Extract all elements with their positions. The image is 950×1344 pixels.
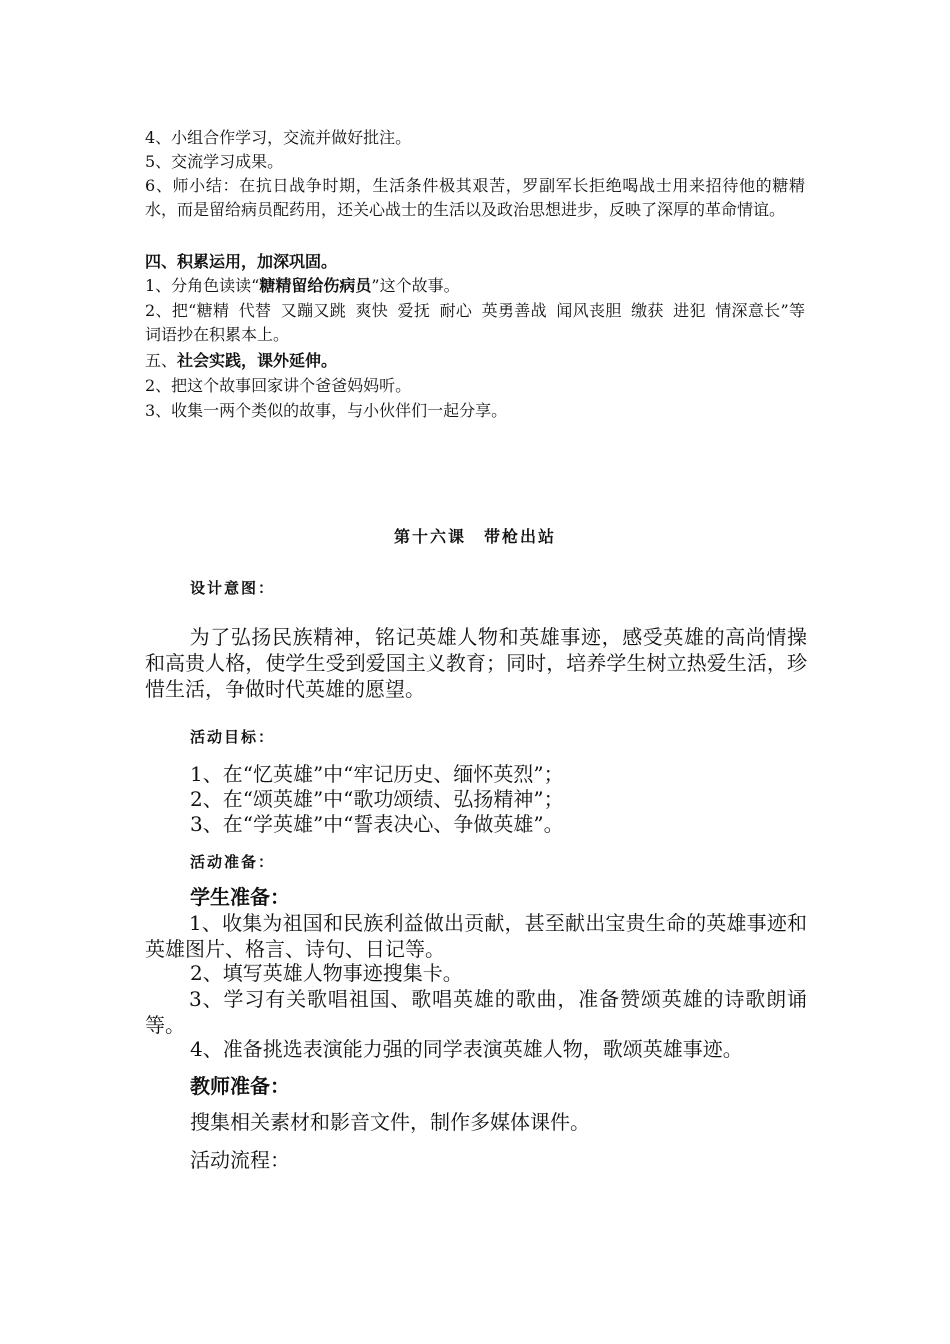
design-intent-text [145, 624, 807, 702]
student-prep-3-text: 3、学习有关歌唱祖国、歌唱英雄的歌曲，准备赞颂英雄的诗歌朗诵等。 [145, 987, 807, 1037]
design-intent-body: 为了弘扬民族精神，铭记英雄人物和英雄事迹，感受英雄的高尚情操和高贵人格，使学生受到爱国主义教育；同时，培养学生树立热爱生活，珍惜生活，争做时代英雄的愿望。 [145, 625, 807, 701]
design-intent-label: 设计意图： [190, 579, 276, 597]
step-5: 5、交流学习成果。 [145, 152, 284, 171]
student-prep-1-text: 1、收集为祖国和民族利益做出贡献，甚至献出宝贵生命的英雄事迹和英雄图片、格言、诗句、日记等。 [145, 911, 807, 961]
student-prep-label: 学生准备： [190, 885, 290, 909]
section-4-item-2: 2、把“糖精 代替 又蹦又跳 爽快 爱抚 耐心 英勇善战 闻风丧胆 缴获 进犯 情深意长”等词语抄在积累本上。 [145, 301, 805, 344]
step-6-summary: 6、师小结：在抗日战争时期，生活条件极其艰苦，罗副军长拒绝喝战士用来招待他的糖精水，而是留给病员配药用，还关心战士的生活以及政治思想进步，反映了深厚的革命情谊。 [145, 176, 805, 219]
section-4-item-1 [145, 274, 805, 298]
teacher-prep-label: 教师准备： [190, 1074, 290, 1098]
student-prep-1 [145, 910, 807, 962]
section-5-title: 社会实践，课外延伸。 [177, 351, 338, 370]
section-4-heading: 四、积累运用，加深巩固。 [145, 252, 338, 271]
step-4: 4、小组合作学习，交流并做好批注。 [145, 128, 412, 147]
lesson-title: 第十六课 带枪出站 [393, 527, 556, 546]
goal-1: 1、在“忆英雄”中“牢记历史、缅怀英烈”； [190, 762, 564, 786]
student-prep-3 [145, 986, 807, 1038]
section-5-item-3: 3、收集一两个类似的故事，与小伙伴们一起分享。 [145, 401, 508, 420]
goal-2: 2、在“颂英雄”中“歌功颂绩、弘扬精神”； [190, 787, 564, 811]
story-title: 糖精留给伤病员 [259, 276, 372, 295]
student-prep-2: 2、填写英雄人物事迹搜集卡。 [190, 961, 463, 985]
section-5-number: 五、 [145, 351, 178, 370]
item-1-prefix: 1、分角色读读“ [145, 276, 260, 295]
goal-3: 3、在“学英雄”中“誓表决心、争做英雄”。 [190, 812, 564, 836]
teacher-prep-text: 搜集相关素材和影音文件，制作多媒体课件。 [190, 1110, 590, 1134]
activity-flow-label: 活动流程： [190, 1148, 290, 1172]
section-5-item-2: 2、把这个故事回家讲个爸爸妈妈听。 [145, 376, 412, 395]
goals-label: 活动目标： [190, 728, 276, 746]
student-prep-4: 4、准备挑选表演能力强的同学表演英雄人物，歌颂英雄事迹。 [190, 1037, 743, 1061]
preparation-label: 活动准备： [190, 853, 276, 871]
item-1-suffix: ”这个故事。 [371, 276, 460, 295]
section-5-heading [145, 349, 805, 373]
